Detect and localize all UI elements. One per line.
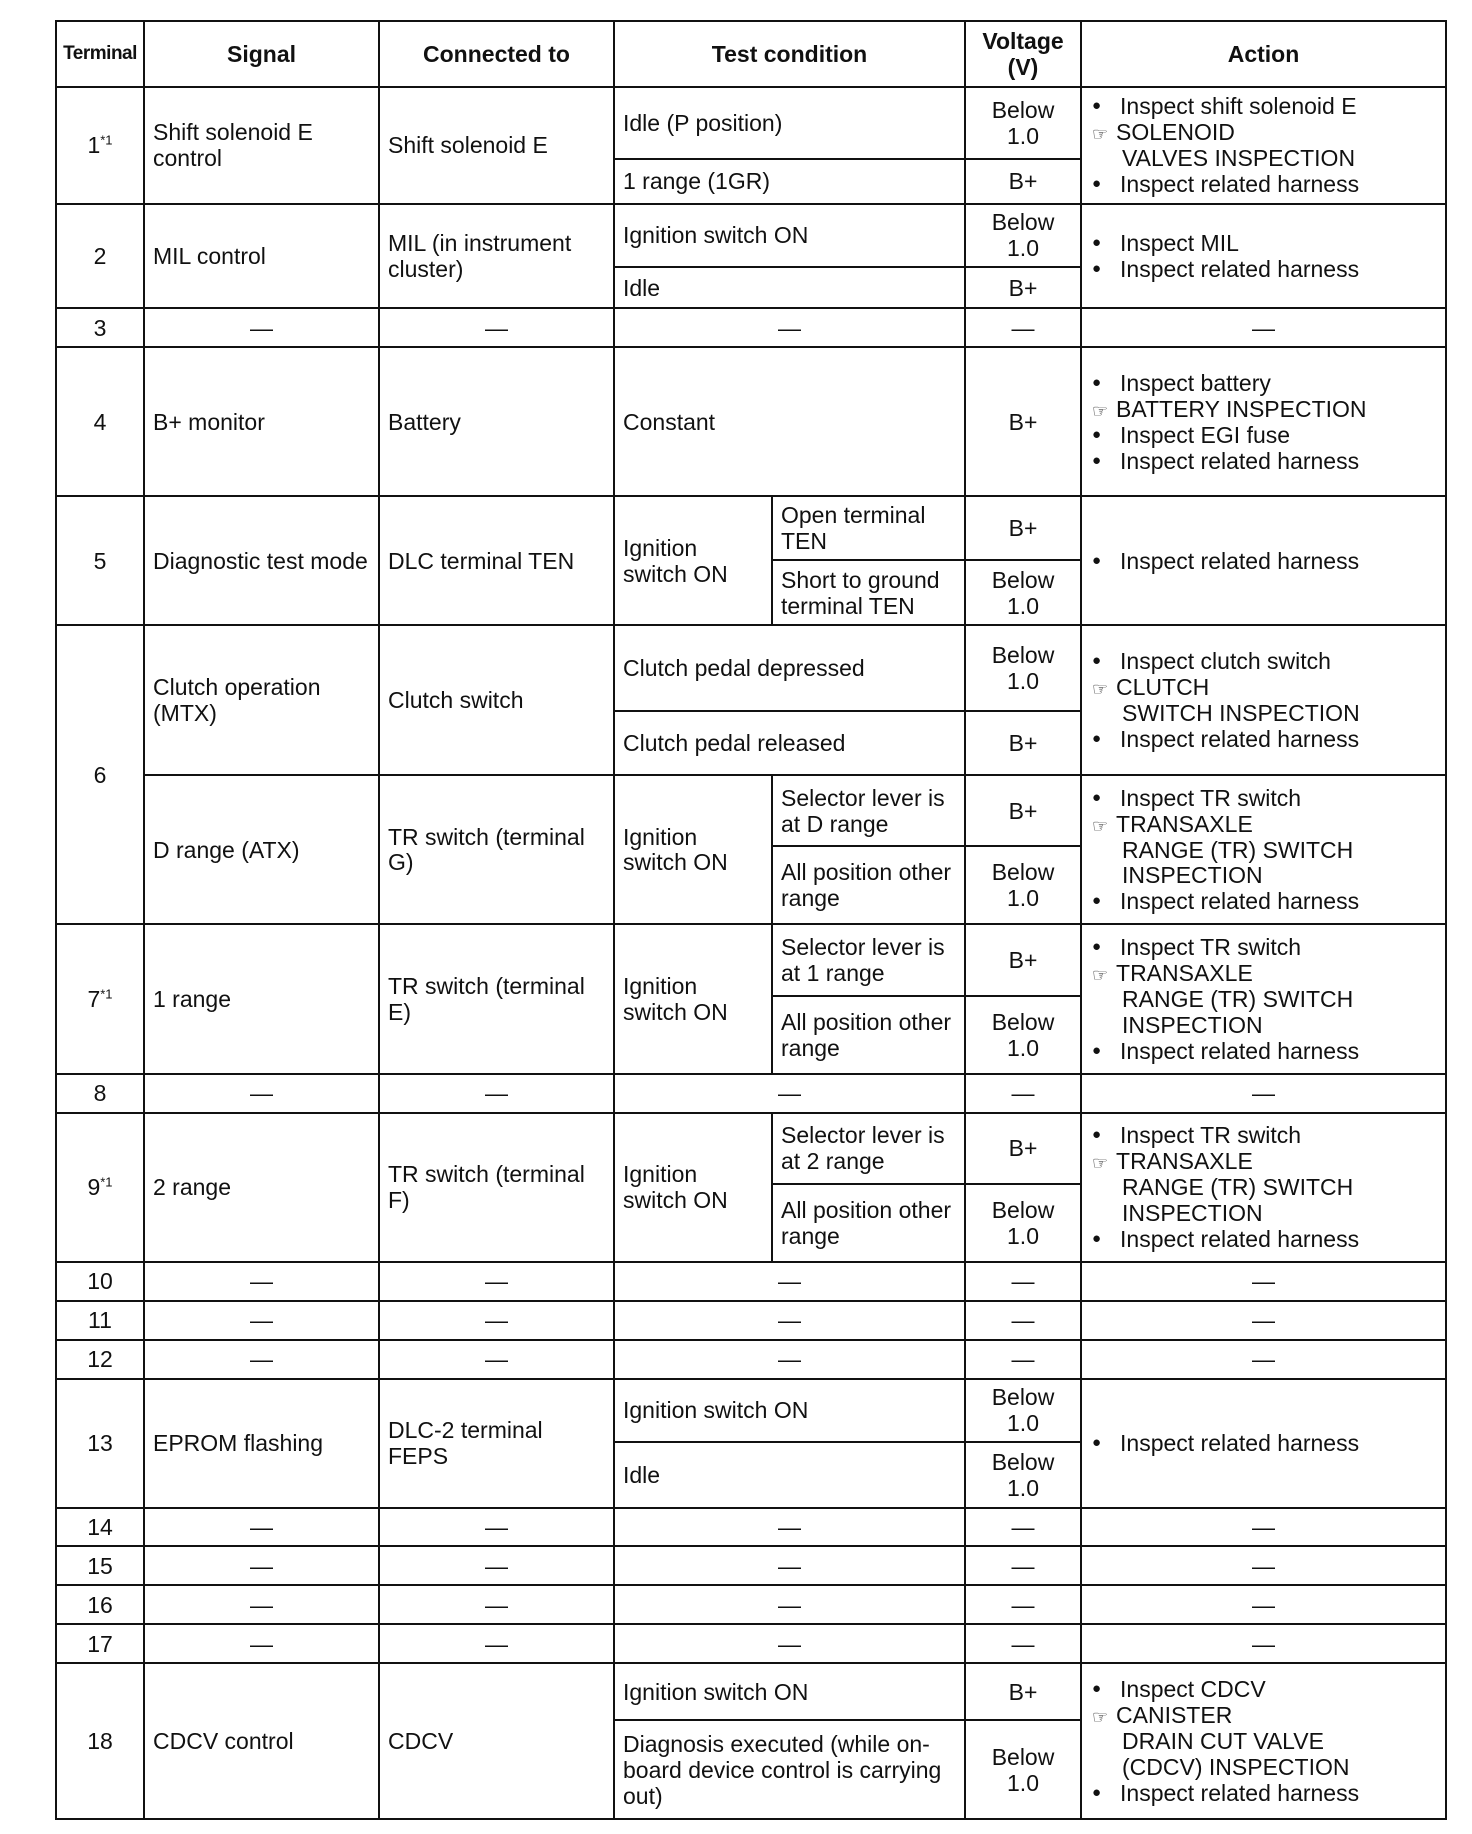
terminal-cell: 13 <box>56 1379 144 1508</box>
footnote-mark: *1 <box>100 986 113 1002</box>
table-row <box>56 1262 1446 1301</box>
action-item: ● Inspect clutch switch <box>1090 648 1437 674</box>
reference-link-line: SWITCH INSPECTION <box>1122 700 1360 727</box>
action-cell <box>1081 496 1446 625</box>
connected-cell: MIL (in instrument cluster) <box>379 204 614 308</box>
connected-cell: — <box>379 1624 614 1663</box>
reference-link-line: RANGE (TR) SWITCH <box>1122 1174 1354 1201</box>
action-cell: — <box>1081 1546 1446 1585</box>
pointing-hand-icon: ☞ <box>1092 964 1109 985</box>
signal-cell: B+ monitor <box>144 347 379 496</box>
condition-cell: — <box>614 1262 965 1301</box>
condition-cell: — <box>614 1585 965 1624</box>
signal-cell: Shift solenoid E control <box>144 87 379 204</box>
pointing-hand-icon: ☞ <box>1092 679 1109 700</box>
action-cell: — <box>1081 1262 1446 1301</box>
connected-cell: DLC-2 terminal FEPS <box>379 1379 614 1508</box>
connected-cell: Clutch switch <box>379 625 614 774</box>
action-cell <box>1081 625 1446 774</box>
condition-cell: Short to ground terminal TEN <box>772 560 965 626</box>
reference-link-line: VALVES INSPECTION <box>1122 145 1356 172</box>
table-row <box>56 1301 1446 1340</box>
signal-cell: MIL control <box>144 204 379 308</box>
signal-cell: D range (ATX) <box>144 775 379 924</box>
action-item: ● Inspect related harness <box>1090 256 1437 282</box>
condition-cell: Ignition switch ON <box>614 1379 965 1442</box>
connected-cell: TR switch (terminal E) <box>379 924 614 1073</box>
terminal-cell: 3 <box>56 308 144 347</box>
voltage-cell: Below 1.0 <box>965 87 1081 159</box>
connected-cell: TR switch (terminal G) <box>379 775 614 924</box>
table-row <box>56 204 1446 267</box>
condition-cell: Selector lever is at D range <box>772 775 965 847</box>
action-cell: — <box>1081 1301 1446 1340</box>
terminal-cell: 15 <box>56 1546 144 1585</box>
voltage-cell: B+ <box>965 159 1081 204</box>
signal-cell: EPROM flashing <box>144 1379 379 1508</box>
action-item: ● Inspect related harness <box>1090 1226 1437 1252</box>
header-terminal: Terminal <box>56 21 144 87</box>
connected-cell: Battery <box>379 347 614 496</box>
reference-link[interactable]: ☞ TRANSAXLE <box>1092 1148 1253 1175</box>
voltage-cell: — <box>965 1074 1081 1113</box>
condition-cell: — <box>614 1624 965 1663</box>
condition-cell: — <box>614 308 965 347</box>
action-item: ● Inspect TR switch <box>1090 785 1437 811</box>
table-row <box>56 496 1446 559</box>
header-signal: Signal <box>144 21 379 87</box>
pointing-hand-icon: ☞ <box>1092 1153 1109 1174</box>
table-row <box>56 625 1446 711</box>
connected-cell: — <box>379 1262 614 1301</box>
signal-cell: — <box>144 1585 379 1624</box>
connected-cell: — <box>379 308 614 347</box>
action-item: ● Inspect battery <box>1090 370 1437 396</box>
header-connected-to: Connected to <box>379 21 614 87</box>
voltage-cell: B+ <box>965 1663 1081 1720</box>
signal-cell: — <box>144 1340 379 1379</box>
reference-link-line: (CDCV) INSPECTION <box>1122 1754 1350 1781</box>
action-cell <box>1081 924 1446 1073</box>
table-row <box>56 1585 1446 1624</box>
table-row <box>56 1340 1446 1379</box>
condition-cell: — <box>614 1074 965 1113</box>
action-item: ● Inspect EGI fuse <box>1090 422 1437 448</box>
voltage-cell: Below 1.0 <box>965 1442 1081 1508</box>
reference-link-line: DRAIN CUT VALVE <box>1122 1728 1324 1755</box>
condition-cell: Clutch pedal depressed <box>614 625 965 711</box>
terminal-cell: 4 <box>56 347 144 496</box>
table-row <box>56 347 1446 496</box>
action-item: ● Inspect CDCV <box>1090 1676 1437 1702</box>
terminal-cell: 7$^{*1}$ <box>56 924 144 1073</box>
signal-cell: — <box>144 1546 379 1585</box>
action-cell: — <box>1081 1340 1446 1379</box>
action-item: ● Inspect related harness <box>1090 548 1437 574</box>
signal-cell: — <box>144 1508 379 1547</box>
condition-cell: Constant <box>614 347 965 496</box>
voltage-cell: Below 1.0 <box>965 1720 1081 1819</box>
terminal-cell: 2 <box>56 204 144 308</box>
action-cell: — <box>1081 308 1446 347</box>
condition-cell: Ignition switch ON <box>614 204 965 267</box>
signal-cell: — <box>144 1301 379 1340</box>
terminal-cell: 18 <box>56 1663 144 1819</box>
terminal-cell: 10 <box>56 1262 144 1301</box>
action-item: ● Inspect related harness <box>1090 726 1437 752</box>
voltage-cell: B+ <box>965 711 1081 774</box>
reference-link-line: INSPECTION <box>1122 1200 1263 1227</box>
table-row <box>56 1074 1446 1113</box>
condition-cell: — <box>614 1340 965 1379</box>
signal-cell: — <box>144 1074 379 1113</box>
terminal-cell: 16 <box>56 1585 144 1624</box>
terminal-cell: 9$^{*1}$ <box>56 1113 144 1262</box>
connected-cell: CDCV <box>379 1663 614 1819</box>
terminal-voltage-table <box>55 20 1447 1820</box>
reference-link[interactable]: ☞ CLUTCH <box>1092 674 1210 701</box>
voltage-cell: Below 1.0 <box>965 1379 1081 1442</box>
action-item: ● Inspect related harness <box>1090 1780 1437 1806</box>
reference-link-line: RANGE (TR) SWITCH <box>1122 985 1354 1012</box>
action-item: ● Inspect related harness <box>1090 448 1437 474</box>
table-row <box>56 775 1446 847</box>
action-item: ● Inspect related harness <box>1090 888 1437 914</box>
condition-cell: 1 range (1GR) <box>614 159 965 204</box>
voltage-cell: Below 1.0 <box>965 625 1081 711</box>
signal-cell: Clutch operation (MTX) <box>144 625 379 774</box>
connected-cell: — <box>379 1585 614 1624</box>
pointing-hand-icon: ☞ <box>1092 815 1109 836</box>
reference-link[interactable]: ☞ TRANSAXLE <box>1092 810 1253 837</box>
connected-cell: DLC terminal TEN <box>379 496 614 625</box>
condition-cell: Selector lever is at 1 range <box>772 924 965 996</box>
condition-cell: Clutch pedal released <box>614 711 965 774</box>
table-row <box>56 1379 1446 1442</box>
signal-cell: — <box>144 1624 379 1663</box>
action-cell: — <box>1081 1624 1446 1663</box>
table-row <box>56 1663 1446 1720</box>
condition-cell: Selector lever is at 2 range <box>772 1113 965 1185</box>
signal-cell: — <box>144 1262 379 1301</box>
voltage-cell: B+ <box>965 496 1081 559</box>
condition-cell: — <box>614 1546 965 1585</box>
table-row <box>56 1508 1446 1547</box>
voltage-cell: — <box>965 308 1081 347</box>
action-cell: — <box>1081 1508 1446 1547</box>
condition-cell: — <box>614 1301 965 1340</box>
action-item: ● Inspect related harness <box>1090 1038 1437 1064</box>
voltage-cell: Below 1.0 <box>965 846 1081 924</box>
voltage-cell: B+ <box>965 924 1081 996</box>
table-row <box>56 924 1446 996</box>
pointing-hand-icon: ☞ <box>1092 124 1109 145</box>
signal-cell: 1 range <box>144 924 379 1073</box>
header-action: Action <box>1081 21 1446 87</box>
table-row <box>56 87 1446 159</box>
action-cell: — <box>1081 1585 1446 1624</box>
connected-cell: — <box>379 1508 614 1547</box>
reference-link[interactable]: ☞ BATTERY INSPECTION <box>1092 395 1367 422</box>
terminal-cell: 11 <box>56 1301 144 1340</box>
action-cell <box>1081 204 1446 308</box>
action-cell <box>1081 1113 1446 1262</box>
condition-main-cell: Ignition switch ON <box>614 1113 772 1262</box>
voltage-cell: — <box>965 1585 1081 1624</box>
condition-main-cell: Ignition switch ON <box>614 496 772 625</box>
reference-link[interactable]: ☞ CANISTER <box>1092 1702 1233 1729</box>
connected-cell: — <box>379 1340 614 1379</box>
signal-cell: CDCV control <box>144 1663 379 1819</box>
condition-cell: Ignition switch ON <box>614 1663 965 1720</box>
terminal-cell: 5 <box>56 496 144 625</box>
voltage-cell: — <box>965 1301 1081 1340</box>
action-cell: — <box>1081 1074 1446 1113</box>
condition-cell: Open terminal TEN <box>772 496 965 559</box>
action-cell <box>1081 347 1446 496</box>
voltage-cell: — <box>965 1508 1081 1547</box>
connected-cell: — <box>379 1546 614 1585</box>
voltage-cell: — <box>965 1262 1081 1301</box>
voltage-cell: — <box>965 1546 1081 1585</box>
footnote-mark: *1 <box>100 1174 113 1190</box>
terminal-cell: 1$^{*1}$ <box>56 87 144 204</box>
terminal-cell: 8 <box>56 1074 144 1113</box>
condition-cell: All position other range <box>772 996 965 1074</box>
action-item: ● Inspect related harness <box>1090 1430 1437 1456</box>
header-row <box>56 21 1446 87</box>
connected-cell: TR switch (terminal F) <box>379 1113 614 1262</box>
table-row <box>56 1113 1446 1185</box>
condition-cell: Idle <box>614 1442 965 1508</box>
voltage-cell: Below 1.0 <box>965 560 1081 626</box>
voltage-cell: B+ <box>965 267 1081 308</box>
condition-cell: Diagnosis executed (while on-board device control is carrying out) <box>614 1720 965 1819</box>
voltage-cell: B+ <box>965 775 1081 847</box>
terminal-cell: 14 <box>56 1508 144 1547</box>
action-item: ● Inspect MIL <box>1090 230 1437 256</box>
table-row <box>56 308 1446 347</box>
signal-cell: — <box>144 308 379 347</box>
connected-cell: — <box>379 1074 614 1113</box>
action-cell <box>1081 87 1446 204</box>
condition-cell: Idle <box>614 267 965 308</box>
condition-cell: All position other range <box>772 846 965 924</box>
terminal-cell: 6 <box>56 625 144 924</box>
action-cell <box>1081 775 1446 924</box>
reference-link[interactable]: ☞ SOLENOID <box>1092 119 1235 146</box>
voltage-cell: Below 1.0 <box>965 996 1081 1074</box>
connected-cell: — <box>379 1301 614 1340</box>
voltage-cell: — <box>965 1624 1081 1663</box>
action-cell <box>1081 1379 1446 1508</box>
reference-link-line: INSPECTION <box>1122 1011 1263 1038</box>
header-voltage: Voltage (V) <box>965 21 1081 87</box>
header-test-condition: Test condition <box>614 21 965 87</box>
voltage-cell: B+ <box>965 1113 1081 1185</box>
condition-cell: Idle (P position) <box>614 87 965 159</box>
signal-cell: 2 range <box>144 1113 379 1262</box>
table-row <box>56 1546 1446 1585</box>
signal-cell: Diagnostic test mode <box>144 496 379 625</box>
condition-main-cell: Ignition switch ON <box>614 924 772 1073</box>
footnote-mark: *1 <box>100 132 113 148</box>
terminal-cell: 12 <box>56 1340 144 1379</box>
pointing-hand-icon: ☞ <box>1092 400 1109 421</box>
reference-link[interactable]: ☞ TRANSAXLE <box>1092 959 1253 986</box>
action-item: ● Inspect shift solenoid E <box>1090 93 1437 119</box>
reference-link-line: RANGE (TR) SWITCH <box>1122 836 1354 863</box>
action-item: ● Inspect TR switch <box>1090 1122 1437 1148</box>
condition-cell: — <box>614 1508 965 1547</box>
reference-link-line: INSPECTION <box>1122 862 1263 889</box>
connected-cell: Shift solenoid E <box>379 87 614 204</box>
voltage-cell: Below 1.0 <box>965 204 1081 267</box>
condition-cell: All position other range <box>772 1184 965 1262</box>
pointing-hand-icon: ☞ <box>1092 1707 1109 1728</box>
terminal-cell: 17 <box>56 1624 144 1663</box>
action-item: ● Inspect related harness <box>1090 171 1437 197</box>
action-cell <box>1081 1663 1446 1819</box>
action-item: ● Inspect TR switch <box>1090 934 1437 960</box>
voltage-cell: Below 1.0 <box>965 1184 1081 1262</box>
voltage-cell: — <box>965 1340 1081 1379</box>
voltage-cell: B+ <box>965 347 1081 496</box>
condition-main-cell: Ignition switch ON <box>614 775 772 924</box>
table-row <box>56 1624 1446 1663</box>
